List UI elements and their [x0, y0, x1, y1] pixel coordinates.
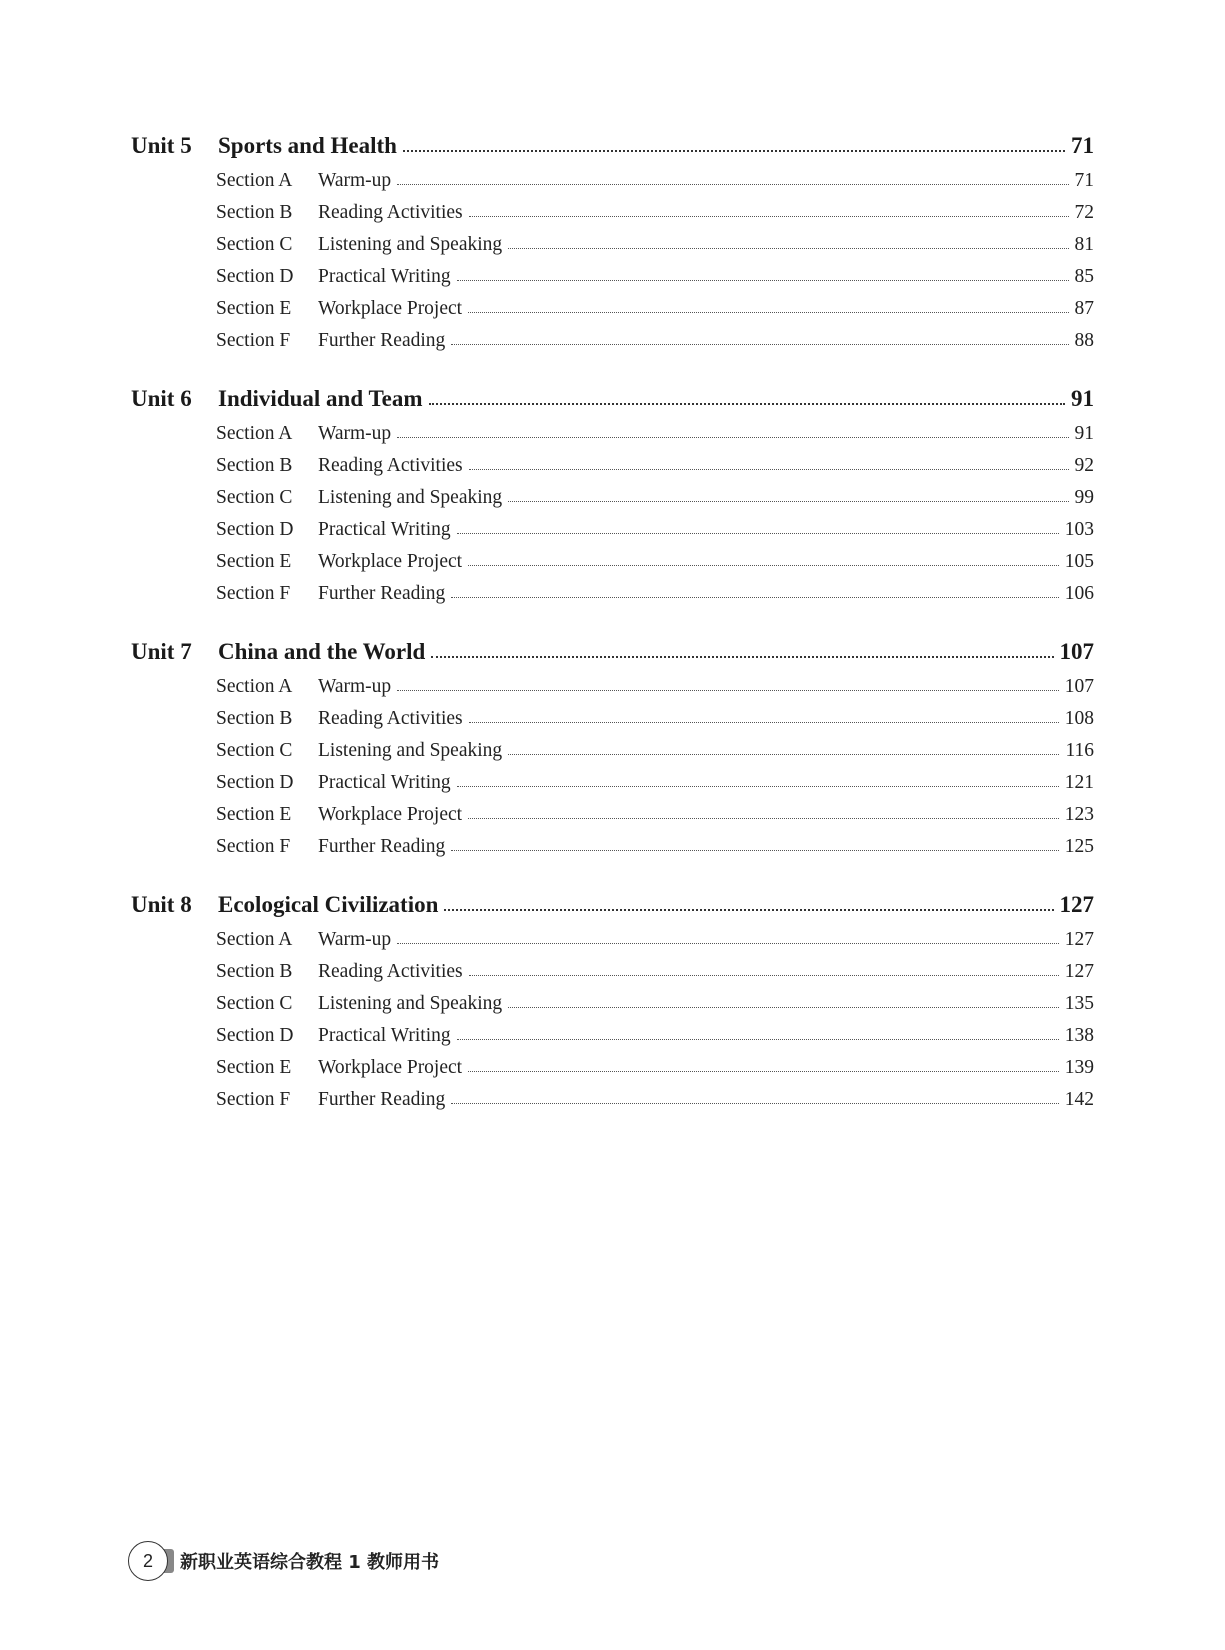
section-page-number: 139 — [1064, 1057, 1094, 1078]
section-page-number: 72 — [1074, 202, 1094, 223]
unit-number: Unit 6 — [131, 386, 192, 411]
section-entry[interactable] — [216, 955, 1094, 983]
dot-leader — [457, 280, 1069, 281]
section-label: Section B — [216, 708, 293, 729]
section-page-number: 99 — [1074, 487, 1094, 508]
section-entry[interactable] — [216, 513, 1094, 541]
dot-leader — [469, 975, 1059, 976]
section-label: Section E — [216, 298, 292, 319]
section-page-number: 108 — [1064, 708, 1094, 729]
section-entry[interactable] — [216, 702, 1094, 730]
section-title: Listening and Speaking — [318, 993, 503, 1014]
section-entry[interactable] — [216, 923, 1094, 951]
section-label: Section F — [216, 583, 291, 604]
section-label: Section A — [216, 929, 293, 950]
section-page-number: 103 — [1064, 519, 1094, 540]
section-entry[interactable] — [216, 1019, 1094, 1047]
section-title: Reading Activities — [318, 455, 463, 476]
book-title: 新职业英语综合教程 1 教师用书 — [180, 1552, 440, 1573]
unit-title: Individual and Team — [218, 386, 423, 411]
unit-page-number: 107 — [1059, 639, 1094, 664]
section-page-number: 88 — [1074, 330, 1094, 351]
section-page-number: 105 — [1064, 551, 1094, 572]
section-entry[interactable] — [216, 1051, 1094, 1079]
section-entry[interactable] — [216, 292, 1094, 320]
unit-page-number: 127 — [1059, 892, 1094, 917]
section-title: Workplace Project — [318, 298, 463, 319]
unit-title: China and the World — [218, 639, 426, 664]
section-label: Section C — [216, 740, 293, 761]
section-title: Workplace Project — [318, 1057, 463, 1078]
unit-heading[interactable] — [131, 884, 1094, 918]
section-label: Section E — [216, 1057, 292, 1078]
section-entry[interactable] — [216, 417, 1094, 445]
section-label: Section F — [216, 1089, 291, 1110]
page-number-badge: 2 — [128, 1541, 168, 1581]
section-page-number: 123 — [1064, 804, 1094, 825]
dot-leader — [451, 850, 1058, 851]
unit-number: Unit 8 — [131, 892, 192, 917]
section-title: Warm-up — [318, 423, 392, 444]
dot-leader — [508, 1007, 1059, 1008]
section-label: Section F — [216, 836, 291, 857]
section-entry[interactable] — [216, 196, 1094, 224]
section-entry[interactable] — [216, 798, 1094, 826]
section-entry[interactable] — [216, 734, 1094, 762]
section-page-number: 92 — [1074, 455, 1094, 476]
section-title: Warm-up — [318, 929, 392, 950]
section-entry[interactable] — [216, 228, 1094, 256]
unit-page-number: 91 — [1071, 386, 1094, 411]
unit-heading[interactable] — [131, 631, 1094, 665]
section-entry[interactable] — [216, 670, 1094, 698]
section-title: Reading Activities — [318, 961, 463, 982]
page-footer — [128, 1540, 439, 1582]
dot-leader — [429, 403, 1065, 405]
section-title: Further Reading — [318, 583, 446, 604]
section-label: Section C — [216, 234, 293, 255]
section-entry[interactable] — [216, 449, 1094, 477]
section-label: Section E — [216, 551, 292, 572]
dot-leader — [469, 469, 1069, 470]
section-page-number: 125 — [1064, 836, 1094, 857]
dot-leader — [397, 184, 1068, 185]
section-title: Workplace Project — [318, 551, 463, 572]
section-label: Section B — [216, 455, 293, 476]
section-page-number: 127 — [1064, 961, 1094, 982]
section-page-number: 106 — [1064, 583, 1094, 604]
dot-leader — [403, 150, 1065, 152]
section-title: Reading Activities — [318, 708, 463, 729]
section-label: Section D — [216, 772, 294, 793]
unit-title: Sports and Health — [218, 133, 397, 158]
section-label: Section C — [216, 993, 293, 1014]
section-label: Section B — [216, 202, 293, 223]
section-title: Practical Writing — [318, 519, 451, 540]
dot-leader — [444, 909, 1053, 911]
unit-heading[interactable] — [131, 125, 1094, 159]
section-title: Further Reading — [318, 836, 446, 857]
section-entry[interactable] — [216, 164, 1094, 192]
section-page-number: 91 — [1074, 423, 1094, 444]
section-title: Reading Activities — [318, 202, 463, 223]
section-page-number: 127 — [1064, 929, 1094, 950]
dot-leader — [397, 943, 1059, 944]
section-page-number: 142 — [1064, 1089, 1094, 1110]
section-title: Listening and Speaking — [318, 234, 503, 255]
dot-leader — [457, 1039, 1059, 1040]
section-label: Section D — [216, 266, 294, 287]
section-entry[interactable] — [216, 830, 1094, 858]
unit-title: Ecological Civilization — [218, 892, 439, 917]
section-page-number: 107 — [1064, 676, 1094, 697]
dot-leader — [469, 216, 1069, 217]
section-entry[interactable] — [216, 324, 1094, 352]
section-entry[interactable] — [216, 1083, 1094, 1111]
section-title: Practical Writing — [318, 772, 451, 793]
unit-number: Unit 5 — [131, 133, 192, 158]
section-title: Listening and Speaking — [318, 740, 503, 761]
dot-leader — [508, 248, 1068, 249]
section-page-number: 121 — [1064, 772, 1094, 793]
dot-leader — [508, 754, 1059, 755]
dot-leader — [468, 818, 1059, 819]
section-label: Section F — [216, 330, 291, 351]
dot-leader — [397, 690, 1059, 691]
section-label: Section A — [216, 676, 293, 697]
section-title: Practical Writing — [318, 266, 451, 287]
section-title: Practical Writing — [318, 1025, 451, 1046]
unit-number: Unit 7 — [131, 639, 192, 664]
section-page-number: 87 — [1074, 298, 1094, 319]
section-page-number: 71 — [1074, 170, 1094, 191]
section-entry[interactable] — [216, 577, 1094, 605]
section-page-number: 81 — [1074, 234, 1094, 255]
section-entry[interactable] — [216, 766, 1094, 794]
section-entry[interactable] — [216, 545, 1094, 573]
section-page-number: 138 — [1064, 1025, 1094, 1046]
dot-leader — [468, 312, 1068, 313]
dot-leader — [451, 1103, 1058, 1104]
section-page-number: 135 — [1064, 993, 1094, 1014]
dot-leader — [468, 565, 1059, 566]
section-label: Section A — [216, 170, 293, 191]
section-label: Section D — [216, 1025, 294, 1046]
section-entry[interactable] — [216, 987, 1094, 1015]
unit-page-number: 71 — [1071, 133, 1094, 158]
section-title: Listening and Speaking — [318, 487, 503, 508]
unit-heading[interactable] — [131, 378, 1094, 412]
section-label: Section C — [216, 487, 293, 508]
dot-leader — [468, 1071, 1059, 1072]
section-title: Further Reading — [318, 330, 446, 351]
section-title: Further Reading — [318, 1089, 446, 1110]
section-label: Section D — [216, 519, 294, 540]
dot-leader — [451, 344, 1068, 345]
section-title: Warm-up — [318, 170, 392, 191]
dot-leader — [508, 501, 1068, 502]
section-title: Workplace Project — [318, 804, 463, 825]
dot-leader — [457, 533, 1059, 534]
section-label: Section E — [216, 804, 292, 825]
dot-leader — [431, 656, 1053, 658]
section-entry[interactable] — [216, 260, 1094, 288]
dot-leader — [451, 597, 1058, 598]
section-page-number: 85 — [1074, 266, 1094, 287]
dot-leader — [397, 437, 1068, 438]
section-page-number: 116 — [1065, 740, 1094, 761]
section-label: Section B — [216, 961, 293, 982]
section-label: Section A — [216, 423, 293, 444]
section-title: Warm-up — [318, 676, 392, 697]
dot-leader — [457, 786, 1059, 787]
section-entry[interactable] — [216, 481, 1094, 509]
dot-leader — [469, 722, 1059, 723]
